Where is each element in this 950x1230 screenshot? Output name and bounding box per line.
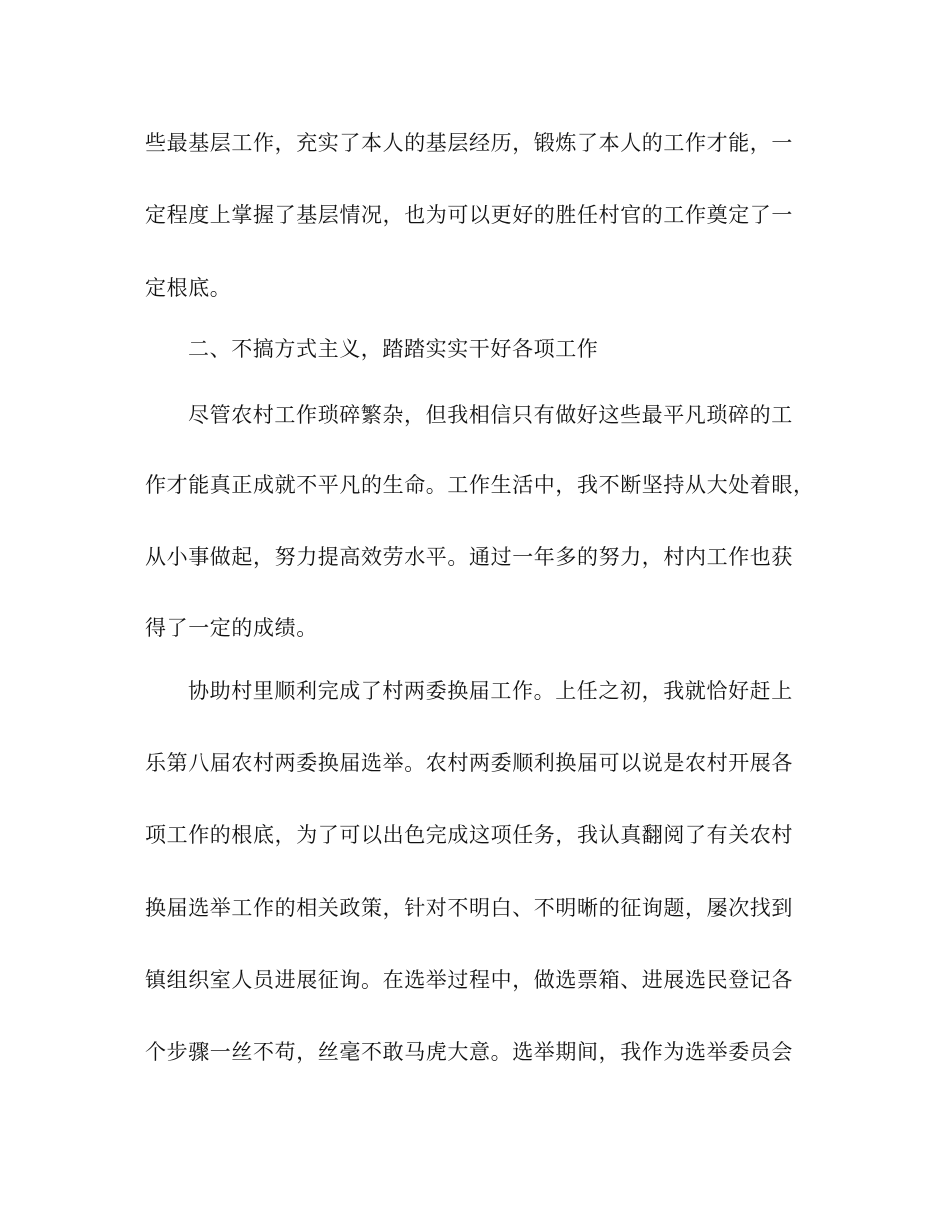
text-line: 协助村里顺利完成了村两委换届工作。上任之初，我就恰好赶上: [188, 679, 793, 703]
text-line: 些最基层工作，充实了本人的基层经历，锻炼了本人的工作才能，一: [145, 131, 793, 155]
text-line: 个步骤一丝不苟，丝毫不敢马虎大意。选举期间，我作为选举委员会: [145, 1040, 793, 1064]
text-line: 作才能真正成就不平凡的生命。工作生活中，我不断坚持从大处着眼，: [145, 473, 815, 497]
text-line: 得了一定的成绩。: [145, 616, 318, 640]
text-line: 定程度上掌握了基层情况，也为可以更好的胜任村官的工作奠定了一: [145, 203, 793, 227]
text-line: 乐第八届农村两委换届选举。农村两委顺利换届可以说是农村开展各: [145, 751, 793, 775]
text-line: 尽管农村工作琐碎繁杂，但我相信只有做好这些最平凡琐碎的工: [188, 403, 793, 427]
text-line: 定根底。: [145, 276, 232, 300]
section-heading: 二、不搞方式主义，踏踏实实干好各项工作: [188, 337, 599, 361]
text-line: 项工作的根底，为了可以出色完成这项任务，我认真翻阅了有关农村: [145, 823, 793, 847]
text-line: 换届选举工作的相关政策，针对不明白、不明晰的征询题，屡次找到: [145, 896, 793, 920]
text-line: 从小事做起，努力提高效劳水平。通过一年多的努力，村内工作也获: [145, 545, 793, 569]
text-line: 镇组织室人员进展征询。在选举过程中，做选票箱、进展选民登记各: [145, 968, 793, 992]
